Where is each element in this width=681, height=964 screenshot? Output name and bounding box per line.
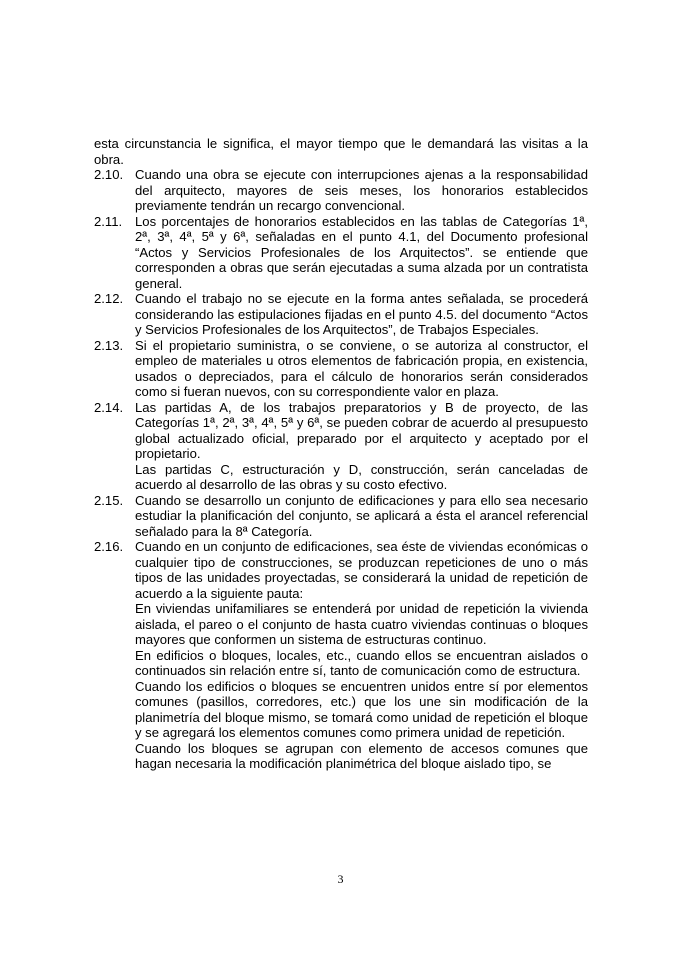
item-body	[135, 167, 588, 214]
item-body	[135, 214, 588, 292]
item-paragraph: Cuando se desarrollo un conjunto de edificaciones y para ello sea necesario estudiar la planificación del conjunto, se aplicará a ésta el arancel referencial señalado para la 8ª Categoría.	[135, 492, 588, 539]
item-paragraph: Cuando en un conjunto de edificaciones, sea éste de viviendas económicas o cualquier tipo de construcciones, se produzcan repeticiones de uno o más tipos de las unidades proyectadas, se considerará la unidad de repetición de acuerdo a la siguiente pauta:	[135, 539, 588, 601]
list-item-2-10	[94, 167, 588, 214]
item-paragraph: Cuando el trabajo no se ejecute en la forma antes señalada, se procederá considerando las estipulaciones fijadas en el punto 4.5. del documento “Actos y Servicios Profesionales de los Arquitectos”, de Trabajos Especiales.	[135, 291, 588, 337]
item-number: 2.11.	[94, 213, 123, 229]
item-number: 2.13.	[94, 337, 124, 353]
item-number: 2.10.	[94, 167, 124, 182]
item-number: 2.12.	[94, 291, 124, 306]
item-paragraph: En viviendas unifamiliares se entenderá por unidad de repetición la vivienda aislada, el pareo o el conjunto de hasta cuatro viviendas continuas o bloques mayores que conformen un sistema de estructuras continuo.	[135, 601, 588, 647]
item-body	[135, 338, 588, 400]
page-content	[94, 136, 588, 772]
list-item-2-14	[94, 400, 588, 493]
list-item-2-15	[94, 493, 588, 540]
item-paragraph: Cuando una obra se ejecute con interrupciones ajenas a la responsabilidad del arquitecto, mayores de seis meses, los honorarios establecidos previamente tendrán un recargo convencional.	[135, 167, 588, 213]
item-number: 2.15.	[94, 492, 124, 508]
item-paragraph: Las partidas A, de los trabajos preparatorios y B de proyecto, de las Categorías 1ª, 2ª, 3ª, 4ª, 5ª y 6ª, se pueden cobrar de acuerdo al presupuesto global actualizado oficial, preparado por el arquitecto y aceptado por el propietario.	[135, 399, 588, 461]
list-item-2-13	[94, 338, 588, 400]
item-body	[135, 291, 588, 338]
page-number: 3	[337, 872, 344, 886]
item-paragraph: Cuando los bloques se agrupan con elemento de accesos comunes que hagan necesaria la modificación planimétrica del bloque aislado tipo, se	[135, 740, 588, 771]
item-body	[135, 400, 588, 493]
item-paragraph: Las partidas C, estructuración y D, construcción, serán canceladas de acuerdo al desarrollo de las obras y su costo efectivo.	[135, 461, 588, 492]
item-body	[135, 539, 588, 772]
item-paragraph: En edificios o bloques, locales, etc., cuando ellos se encuentran aislados o continuados sin relación entre sí, tanto de comunicación como de estructura.	[135, 647, 588, 678]
item-number: 2.14.	[94, 399, 124, 415]
list-item-2-16	[94, 539, 588, 772]
item-paragraph: Cuando los edificios o bloques se encuentren unidos entre sí por elementos comunes (pasillos, corredores, etc.) que los une sin modificación de la planimetría del bloque mismo, se tomará como unidad de repetición el bloque y se agregará los elementos comunes como primera unidad de repetición.	[135, 678, 588, 740]
list-item-2-12	[94, 291, 588, 338]
item-body	[135, 493, 588, 540]
item-paragraph: Si el propietario suministra, o se conviene, o se autoriza al constructor, el empleo de materiales u otros elementos de fabricación propia, en existencia, usados o depreciados, para el cálculo de honorarios serán considerados como si fueran nuevos, con su correspondiente valor en plaza.	[135, 337, 588, 399]
item-paragraph: Los porcentajes de honorarios establecidos en las tablas de Categorías 1ª, 2ª, 3ª, 4ª, 5ª y 6ª, señaladas en el punto 4.1, del Documento profesional “Actos y Servicios Profesionales de los Arquitectos”. se entiende que corresponden a obras que serán ejecutadas a suma alzada por un contratista general.	[135, 213, 588, 291]
continuation-paragraph: esta circunstancia le significa, el mayor tiempo que le demandará las visitas a la obra.	[94, 136, 588, 167]
list-item-2-11	[94, 214, 588, 292]
item-number: 2.16.	[94, 539, 124, 554]
